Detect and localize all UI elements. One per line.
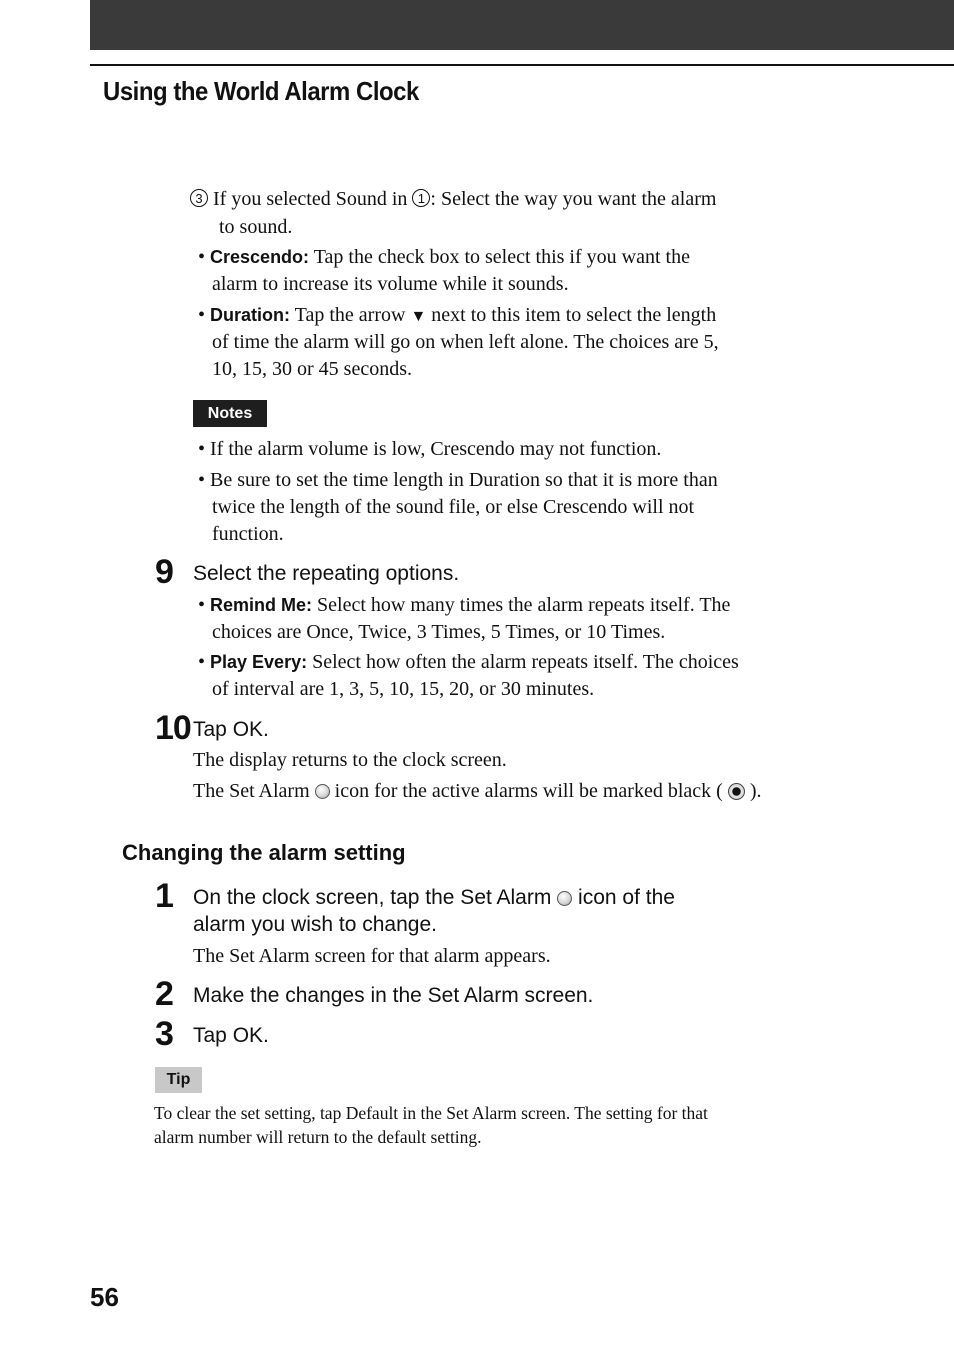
remind-me-item: • Remind Me: Select how many times the alarm repeats itself. The — [198, 594, 731, 616]
changing-heading: Changing the alarm setting — [122, 840, 406, 865]
change-step-1-result: The Set Alarm screen for that alarm appears. — [193, 945, 551, 967]
duration-text-a: Tap the arrow — [294, 304, 406, 326]
tip-line-1: To clear the set setting, tap Default in the Set Alarm screen. The setting for that — [154, 1103, 708, 1123]
notes-label: Notes — [193, 400, 267, 427]
change-step-2-text: Make the changes in the Set Alarm screen. — [193, 984, 594, 1007]
crescendo-label: Crescendo: — [210, 247, 310, 267]
step-10-title: Tap OK. — [193, 718, 269, 741]
circled-number-1: 1 — [412, 189, 430, 207]
step-10-line-2 — [193, 778, 762, 805]
change-step-1-text-a: On the clock screen, tap the Set Alarm — [193, 886, 552, 909]
change-step-1-text-b: icon of the — [578, 886, 675, 909]
sound-intro-continued: to sound. — [219, 216, 293, 238]
step-10-line-1: The display returns to the clock screen. — [193, 749, 507, 771]
tip-label: Tip — [155, 1067, 202, 1093]
dropdown-arrow-icon: ▼ — [410, 308, 427, 325]
note-item-1-text: If the alarm volume is low, Crescendo may not function. — [210, 438, 662, 460]
duration-item: • Duration: Tap the arrow ▼ next to this item to select the length — [198, 304, 717, 326]
note-item-2: • Be sure to set the time length in Duration so that it is more than — [198, 469, 718, 491]
active-alarm-icon — [728, 783, 745, 800]
change-step-3-text: Tap OK. — [193, 1024, 269, 1047]
page-number: 56 — [90, 1282, 119, 1312]
tip-line-2: alarm number will return to the default setting. — [154, 1127, 482, 1147]
header-bar — [90, 0, 954, 50]
set-alarm-icon — [557, 891, 572, 906]
duration-label: Duration: — [210, 305, 291, 325]
duration-text-b: next to this item to select the length — [431, 304, 717, 326]
step-9-title: Select the repeating options. — [193, 562, 460, 585]
header-rule — [90, 64, 954, 66]
change-step-1-text-c: alarm you wish to change. — [193, 913, 437, 936]
change-step-1-line-a — [193, 884, 675, 911]
step-10-number: 10 — [155, 709, 191, 747]
play-every-label: Play Every: — [210, 652, 308, 672]
step-10-line-2-b: icon for the active alarms will be marked black ( — [334, 780, 723, 802]
remind-me-text-a: Select how many times the alarm repeats itself. The — [317, 594, 731, 616]
play-every-text-a: Select how often the alarm repeats itself. The choices — [312, 651, 739, 673]
crescendo-text-b: alarm to increase its volume while it sounds. — [212, 273, 569, 295]
note-item-2-text-a: Be sure to set the time length in Duration so that it is more than — [210, 469, 718, 491]
crescendo-text-a: Tap the check box to select this if you want the — [313, 246, 690, 268]
change-step-1-number: 1 — [155, 877, 173, 915]
sound-intro-text-a: If you selected Sound in — [213, 188, 408, 210]
remind-me-label: Remind Me: — [210, 595, 313, 615]
circled-number-3: 3 — [190, 189, 208, 207]
change-step-2-number: 2 — [155, 975, 173, 1013]
duration-text-d: 10, 15, 30 or 45 seconds. — [212, 358, 412, 380]
note-item-2-text-c: function. — [212, 523, 284, 545]
section-title: Using the World Alarm Clock — [103, 76, 419, 106]
note-item-1: • If the alarm volume is low, Crescendo may not function. — [198, 438, 662, 460]
crescendo-item: • Crescendo: Tap the check box to select this if you want the — [198, 246, 690, 268]
sound-intro-line — [190, 186, 716, 213]
step-10-line-2-c: ). — [749, 780, 762, 802]
play-every-item: • Play Every: Select how often the alarm repeats itself. The choices — [198, 651, 739, 673]
step-10-line-2-a: The Set Alarm — [193, 780, 310, 802]
play-every-text-b: of interval are 1, 3, 5, 10, 15, 20, or 30 minutes. — [212, 678, 595, 700]
change-step-3-number: 3 — [155, 1015, 173, 1053]
remind-me-text-b: choices are Once, Twice, 3 Times, 5 Times, or 10 Times. — [212, 621, 666, 643]
set-alarm-icon — [315, 784, 330, 799]
sound-intro-text-b: : Select the way you want the alarm — [430, 188, 717, 210]
duration-text-c: of time the alarm will go on when left alone. The choices are 5, — [212, 331, 719, 353]
note-item-2-text-b: twice the length of the sound file, or else Crescendo will not — [212, 496, 695, 518]
step-9-number: 9 — [155, 553, 173, 591]
